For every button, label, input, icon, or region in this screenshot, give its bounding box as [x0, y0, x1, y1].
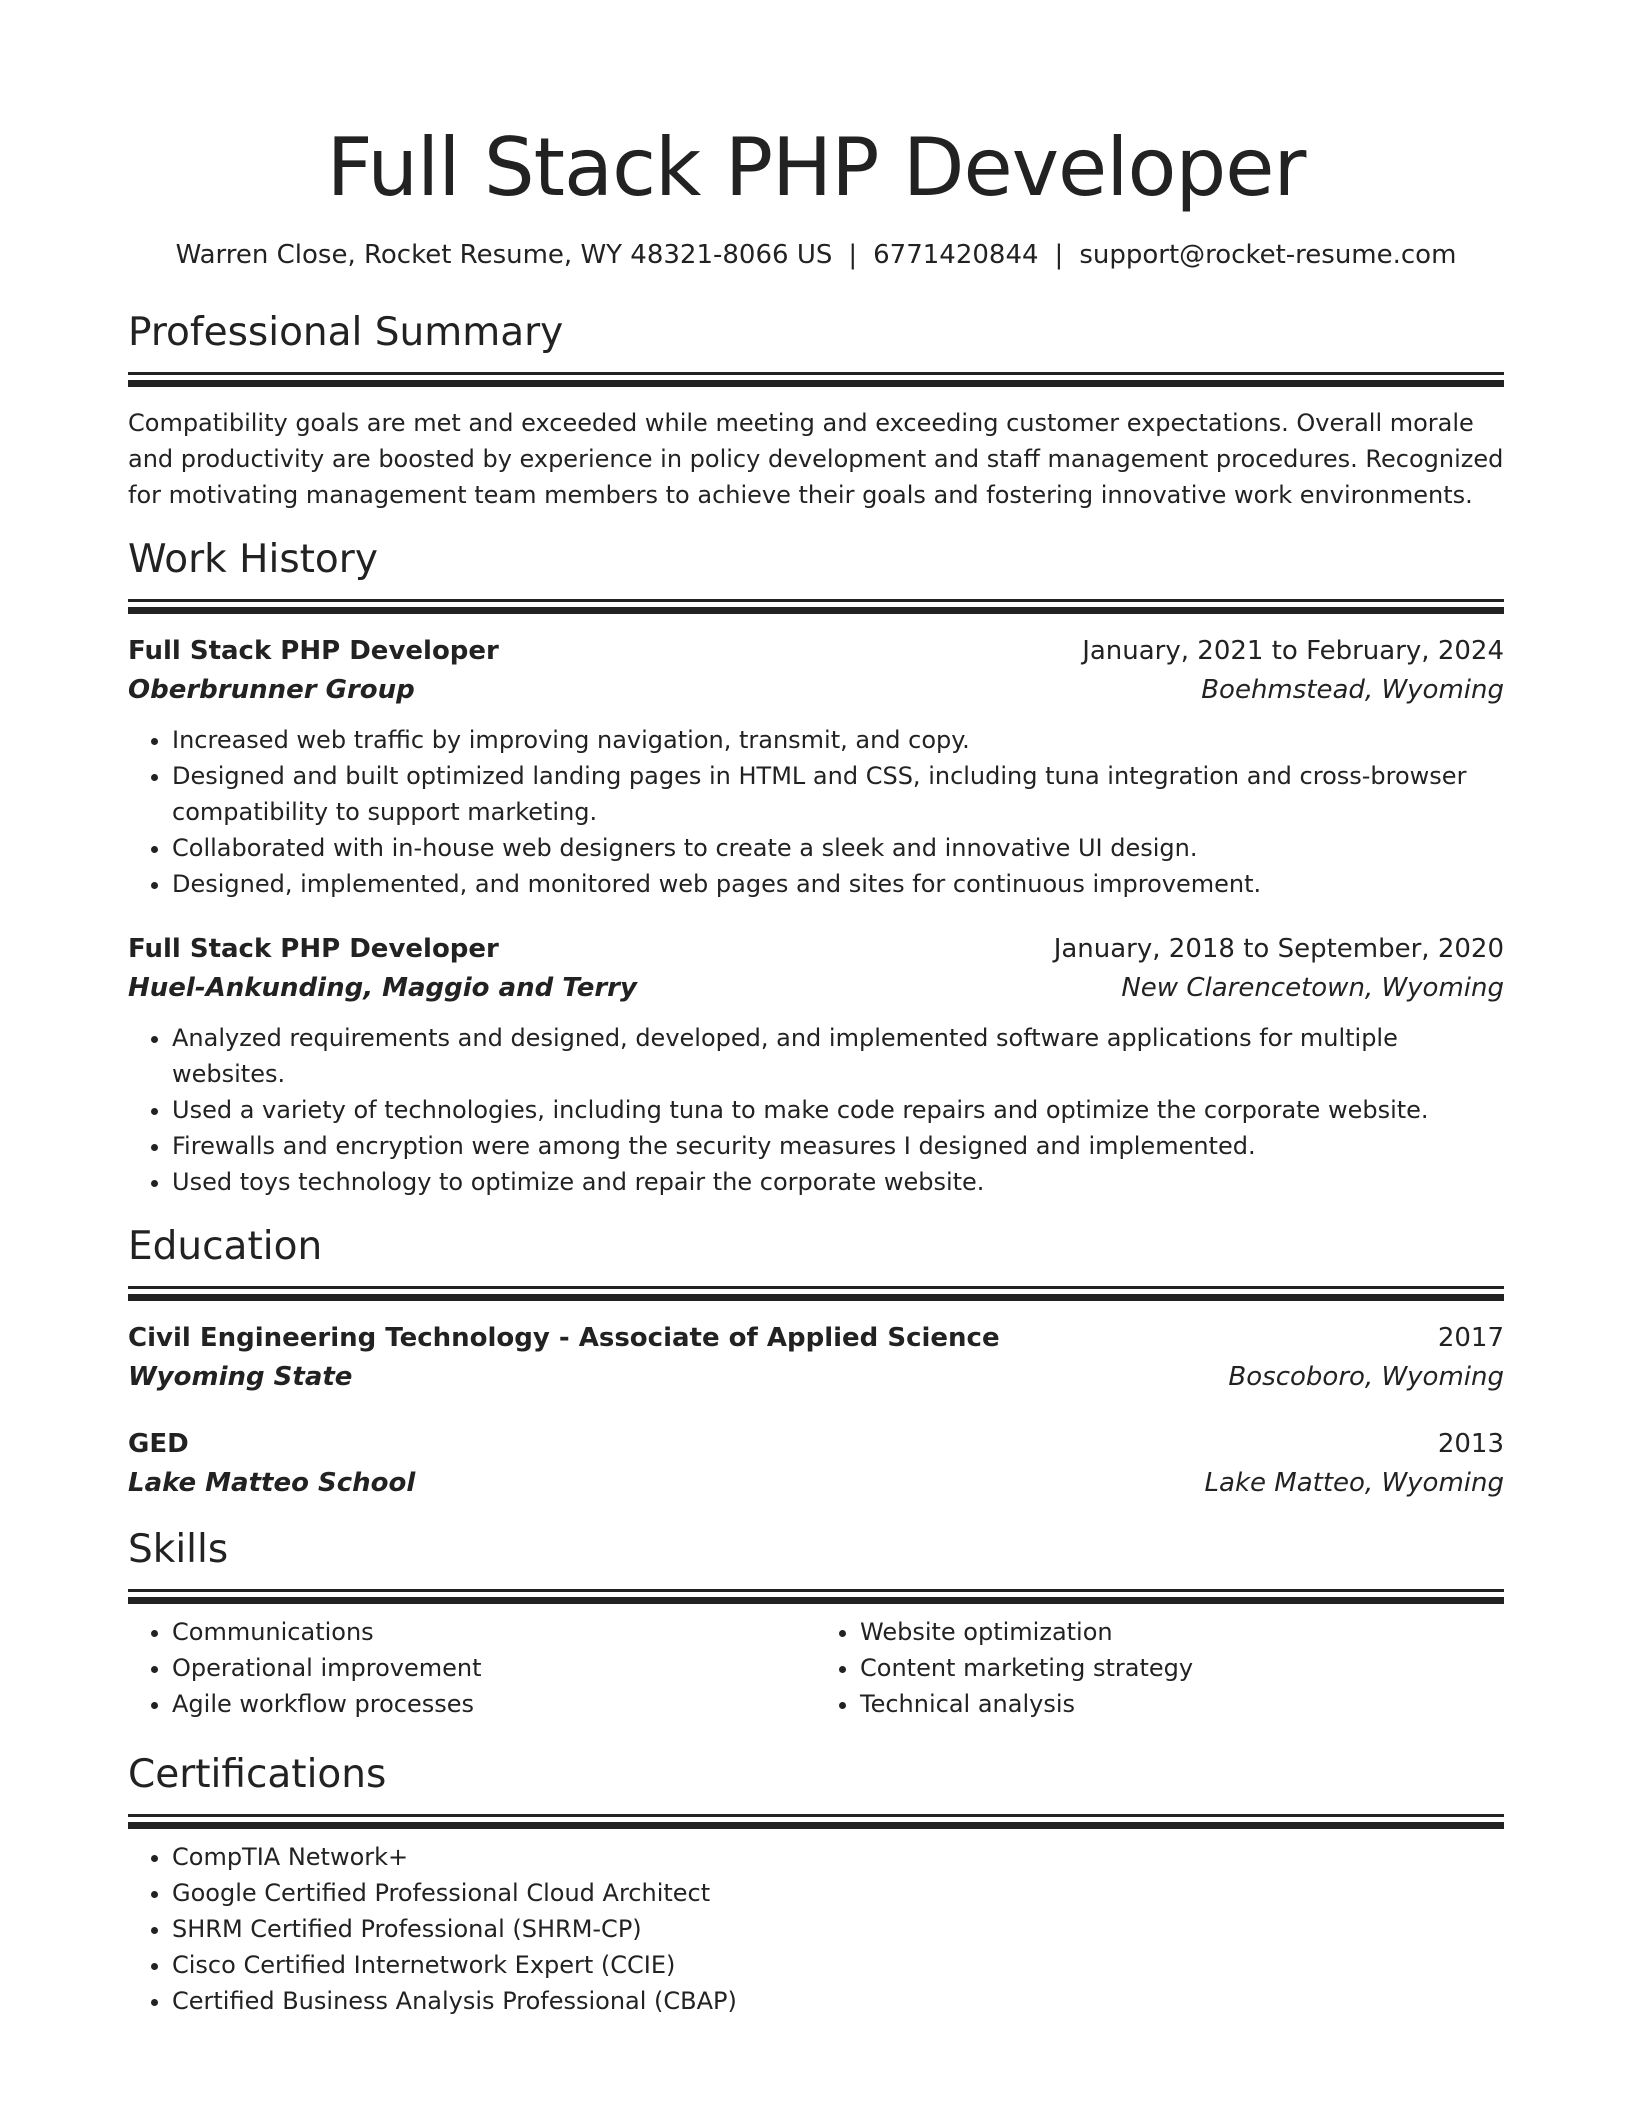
- summary-text: Compatibility goals are met and exceeded while meeting and exceeding customer expectations. Overall morale and productivity are boosted by experience in policy development and staff management procedures. Recognized for motivating management team members to achieve their goals and fostering innovative work environments.: [128, 409, 1504, 509]
- job-location: New Clarencetown, Wyoming: [1121, 973, 1504, 1003]
- education-year: 2017: [1437, 1323, 1504, 1353]
- list-item: • Increased web traffic by improving navigation, transmit, and copy.: [172, 722, 1504, 758]
- section-divider-thick: [128, 1597, 1504, 1604]
- list-item: • Website optimization: [860, 1614, 1504, 1650]
- skills-grid: [128, 1614, 1504, 1722]
- list-item: • Certified Business Analysis Professional (CBAP): [172, 1983, 1504, 2019]
- degree: Civil Engineering Technology - Associate of Applied Science: [128, 1323, 1000, 1353]
- section-divider-thick: [128, 380, 1504, 387]
- job-title: Full Stack PHP Developer: [128, 636, 499, 666]
- list-item: • Agile workflow processes: [172, 1686, 816, 1722]
- section-divider: [128, 372, 1504, 375]
- contact-line: [128, 238, 1504, 272]
- list-item: • Used toys technology to optimize and repair the corporate website.: [172, 1164, 1504, 1200]
- job-dates: January, 2021 to February, 2024: [1082, 636, 1504, 666]
- degree: GED: [128, 1429, 189, 1459]
- job-bullets: [128, 722, 1504, 902]
- job-title: Full Stack PHP Developer: [128, 934, 499, 964]
- skills-list-left: [128, 1614, 816, 1722]
- section-divider: [128, 1589, 1504, 1592]
- list-item: • Collaborated with in-house web designers to create a sleek and innovative UI design.: [172, 830, 1504, 866]
- contact-email: support@rocket-resume.com: [1079, 240, 1457, 270]
- work-section: [128, 535, 1504, 1200]
- section-title: Professional Summary: [128, 310, 564, 355]
- list-item: • Content marketing strategy: [860, 1650, 1504, 1686]
- job-company: Oberbrunner Group: [128, 675, 415, 705]
- education-section: [128, 1222, 1504, 1503]
- skills-list-right: [816, 1614, 1504, 1722]
- summary-section: [128, 308, 1504, 513]
- section-title: Skills: [128, 1527, 229, 1572]
- school: Wyoming State: [128, 1362, 353, 1392]
- list-item: • Designed, implemented, and monitored web pages and sites for continuous improvement.: [172, 866, 1504, 902]
- job-dates: January, 2018 to September, 2020: [1053, 934, 1504, 964]
- section-divider: [128, 1286, 1504, 1289]
- job-company: Huel-Ankunding, Maggio and Terry: [128, 973, 637, 1003]
- list-item: • Cisco Certified Internetwork Expert (CCIE): [172, 1947, 1504, 1983]
- contact-separator: |: [848, 240, 858, 270]
- list-item: • Operational improvement: [172, 1650, 816, 1686]
- job-entry: [128, 930, 1504, 1200]
- list-item: • SHRM Certified Professional (SHRM-CP): [172, 1911, 1504, 1947]
- school: Lake Matteo School: [128, 1468, 416, 1498]
- section-title: Education: [128, 1224, 323, 1269]
- list-item: • Google Certified Professional Cloud Architect: [172, 1875, 1504, 1911]
- list-item: • Analyzed requirements and designed, developed, and implemented software applications for multiple websites.: [172, 1020, 1504, 1092]
- list-item: • Designed and built optimized landing pages in HTML and CSS, including tuna integration and cross-browser compatibility to support marketing.: [172, 758, 1504, 830]
- contact-phone: 6771420844: [873, 240, 1039, 270]
- section-divider: [128, 1814, 1504, 1817]
- list-item: • Firewalls and encryption were among the security measures I designed and implemented.: [172, 1128, 1504, 1164]
- section-title: Work History: [128, 537, 378, 582]
- section-divider: [128, 599, 1504, 602]
- resume-name: Full Stack PHP Developer: [326, 121, 1306, 214]
- certifications-list: [128, 1839, 1504, 2019]
- contact-separator: |: [1054, 240, 1064, 270]
- school-location: Lake Matteo, Wyoming: [1204, 1468, 1504, 1498]
- list-item: • Technical analysis: [860, 1686, 1504, 1722]
- school-location: Boscoboro, Wyoming: [1228, 1362, 1504, 1392]
- job-location: Boehmstead, Wyoming: [1201, 675, 1504, 705]
- section-divider-thick: [128, 1294, 1504, 1301]
- contact-address: Warren Close, Rocket Resume, WY 48321-8066 US: [175, 240, 833, 270]
- education-entry: [128, 1425, 1504, 1503]
- list-item: • CompTIA Network+: [172, 1839, 1504, 1875]
- job-bullets: [128, 1020, 1504, 1200]
- section-divider-thick: [128, 607, 1504, 614]
- job-entry: [128, 632, 1504, 902]
- certifications-section: [128, 1750, 1504, 2019]
- education-entry: [128, 1319, 1504, 1397]
- section-title: Certifications: [128, 1752, 387, 1797]
- education-year: 2013: [1437, 1429, 1504, 1459]
- section-divider-thick: [128, 1822, 1504, 1829]
- skills-section: [128, 1525, 1504, 1722]
- list-item: • Used a variety of technologies, including tuna to make code repairs and optimize the corporate website.: [172, 1092, 1504, 1128]
- list-item: • Communications: [172, 1614, 816, 1650]
